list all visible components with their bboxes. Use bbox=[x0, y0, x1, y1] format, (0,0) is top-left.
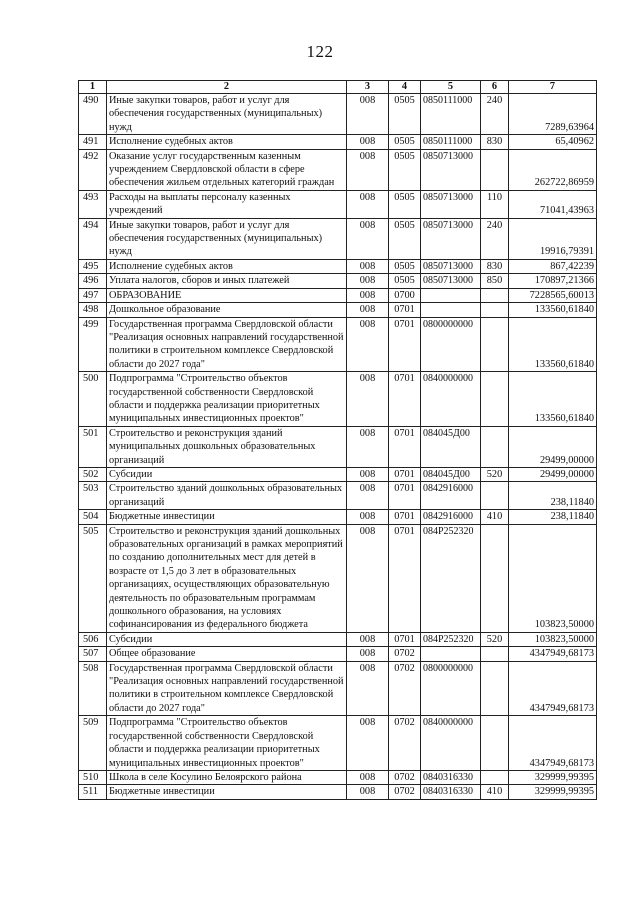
row-section: 0701 bbox=[389, 524, 421, 632]
row-number: 494 bbox=[79, 218, 107, 259]
row-amount: 71041,43963 bbox=[509, 190, 597, 218]
row-name: Государственная программа Свердловской области "Реализация основных направлений государственной политики в строительном комплексе Свердловской области до 2027 года" bbox=[107, 317, 347, 372]
row-target-code: 0850713000 bbox=[421, 259, 481, 273]
row-section: 0505 bbox=[389, 149, 421, 190]
row-expense-type bbox=[481, 716, 509, 771]
row-target-code: 0850111000 bbox=[421, 135, 481, 149]
row-number: 510 bbox=[79, 770, 107, 784]
row-expense-type: 410 bbox=[481, 785, 509, 799]
row-amount: 103823,50000 bbox=[509, 524, 597, 632]
row-code-3: 008 bbox=[347, 632, 389, 646]
row-section: 0702 bbox=[389, 647, 421, 661]
row-name: Строительство зданий дошкольных образовательных организаций bbox=[107, 482, 347, 510]
row-number: 509 bbox=[79, 716, 107, 771]
row-name: Подпрограмма "Строительство объектов государственной собственности Свердловской области и поддержка реализации приоритетных муниципальных инвестиционных проектов" bbox=[107, 716, 347, 771]
row-section: 0701 bbox=[389, 632, 421, 646]
row-section: 0505 bbox=[389, 218, 421, 259]
row-number: 492 bbox=[79, 149, 107, 190]
table-row bbox=[79, 317, 597, 372]
row-code-3: 008 bbox=[347, 288, 389, 302]
row-section: 0702 bbox=[389, 661, 421, 716]
row-code-3: 008 bbox=[347, 135, 389, 149]
row-section: 0700 bbox=[389, 288, 421, 302]
row-expense-type: 850 bbox=[481, 274, 509, 288]
row-target-code: 084P252320 bbox=[421, 524, 481, 632]
row-amount: 19916,79391 bbox=[509, 218, 597, 259]
row-name: Расходы на выплаты персоналу казенных учреждений bbox=[107, 190, 347, 218]
row-code-3: 008 bbox=[347, 372, 389, 427]
table-row bbox=[79, 190, 597, 218]
row-target-code: 0850111000 bbox=[421, 94, 481, 135]
row-target-code: 0842916000 bbox=[421, 510, 481, 524]
row-code-3: 008 bbox=[347, 426, 389, 467]
row-amount: 238,11840 bbox=[509, 482, 597, 510]
row-name: Исполнение судебных актов bbox=[107, 135, 347, 149]
table-row bbox=[79, 94, 597, 135]
row-amount: 4347949,68173 bbox=[509, 647, 597, 661]
row-target-code: 0850713000 bbox=[421, 218, 481, 259]
row-amount: 238,11840 bbox=[509, 510, 597, 524]
row-name: Дошкольное образование bbox=[107, 303, 347, 317]
row-number: 490 bbox=[79, 94, 107, 135]
row-number: 508 bbox=[79, 661, 107, 716]
row-target-code: 0840316330 bbox=[421, 770, 481, 784]
row-section: 0505 bbox=[389, 190, 421, 218]
row-target-code: 0800000000 bbox=[421, 661, 481, 716]
table-row bbox=[79, 510, 597, 524]
column-header: 5 bbox=[421, 81, 481, 94]
row-name: Государственная программа Свердловской области "Реализация основных направлений государственной политики в строительном комплексе Свердловской области до 2027 года" bbox=[107, 661, 347, 716]
table-row bbox=[79, 770, 597, 784]
row-target-code bbox=[421, 647, 481, 661]
row-amount: 133560,61840 bbox=[509, 303, 597, 317]
row-code-3: 008 bbox=[347, 317, 389, 372]
row-code-3: 008 bbox=[347, 259, 389, 273]
row-number: 504 bbox=[79, 510, 107, 524]
row-number: 499 bbox=[79, 317, 107, 372]
table-row bbox=[79, 632, 597, 646]
row-expense-type bbox=[481, 647, 509, 661]
row-number: 500 bbox=[79, 372, 107, 427]
row-expense-type bbox=[481, 288, 509, 302]
row-target-code: 0842916000 bbox=[421, 482, 481, 510]
row-expense-type bbox=[481, 426, 509, 467]
column-header: 7 bbox=[509, 81, 597, 94]
row-name: Бюджетные инвестиции bbox=[107, 785, 347, 799]
row-expense-type: 520 bbox=[481, 467, 509, 481]
table-row bbox=[79, 716, 597, 771]
row-number: 502 bbox=[79, 467, 107, 481]
row-expense-type bbox=[481, 303, 509, 317]
row-expense-type: 240 bbox=[481, 218, 509, 259]
row-code-3: 008 bbox=[347, 716, 389, 771]
row-name: Иные закупки товаров, работ и услуг для обеспечения государственных (муниципальных) нужд bbox=[107, 94, 347, 135]
table-row bbox=[79, 482, 597, 510]
row-code-3: 008 bbox=[347, 467, 389, 481]
row-code-3: 008 bbox=[347, 149, 389, 190]
row-name: Строительство и реконструкция зданий муниципальных дошкольных образовательных организаций bbox=[107, 426, 347, 467]
row-code-3: 008 bbox=[347, 218, 389, 259]
row-number: 507 bbox=[79, 647, 107, 661]
row-expense-type bbox=[481, 661, 509, 716]
row-expense-type: 830 bbox=[481, 259, 509, 273]
row-section: 0701 bbox=[389, 303, 421, 317]
row-name: Уплата налогов, сборов и иных платежей bbox=[107, 274, 347, 288]
row-target-code: 084045Д00 bbox=[421, 426, 481, 467]
row-expense-type: 110 bbox=[481, 190, 509, 218]
row-expense-type bbox=[481, 372, 509, 427]
row-code-3: 008 bbox=[347, 770, 389, 784]
table-row bbox=[79, 647, 597, 661]
row-amount: 170897,21366 bbox=[509, 274, 597, 288]
row-amount: 329999,99395 bbox=[509, 770, 597, 784]
row-section: 0701 bbox=[389, 510, 421, 524]
row-number: 505 bbox=[79, 524, 107, 632]
row-name: Исполнение судебных актов bbox=[107, 259, 347, 273]
row-section: 0505 bbox=[389, 259, 421, 273]
row-name: ОБРАЗОВАНИЕ bbox=[107, 288, 347, 302]
table-row bbox=[79, 218, 597, 259]
row-section: 0505 bbox=[389, 135, 421, 149]
column-header: 2 bbox=[107, 81, 347, 94]
row-target-code: 0840000000 bbox=[421, 716, 481, 771]
table-row bbox=[79, 303, 597, 317]
row-section: 0701 bbox=[389, 482, 421, 510]
table-row bbox=[79, 661, 597, 716]
column-header: 3 bbox=[347, 81, 389, 94]
row-number: 511 bbox=[79, 785, 107, 799]
row-amount: 7228565,60013 bbox=[509, 288, 597, 302]
row-section: 0702 bbox=[389, 770, 421, 784]
row-name: Субсидии bbox=[107, 632, 347, 646]
row-target-code: 0850713000 bbox=[421, 190, 481, 218]
row-code-3: 008 bbox=[347, 274, 389, 288]
row-amount: 7289,63964 bbox=[509, 94, 597, 135]
row-code-3: 008 bbox=[347, 482, 389, 510]
row-target-code: 0850713000 bbox=[421, 149, 481, 190]
row-name: Общее образование bbox=[107, 647, 347, 661]
row-amount: 133560,61840 bbox=[509, 372, 597, 427]
row-code-3: 008 bbox=[347, 785, 389, 799]
row-number: 497 bbox=[79, 288, 107, 302]
row-code-3: 008 bbox=[347, 647, 389, 661]
row-expense-type bbox=[481, 482, 509, 510]
row-target-code: 0840000000 bbox=[421, 372, 481, 427]
row-section: 0702 bbox=[389, 785, 421, 799]
row-name: Бюджетные инвестиции bbox=[107, 510, 347, 524]
row-amount: 133560,61840 bbox=[509, 317, 597, 372]
row-name: Оказание услуг государственным казенным учреждением Свердловской области в сфере обеспечения жильем отдельных категорий граждан bbox=[107, 149, 347, 190]
table-row bbox=[79, 259, 597, 273]
row-expense-type: 520 bbox=[481, 632, 509, 646]
table-row bbox=[79, 288, 597, 302]
row-number: 501 bbox=[79, 426, 107, 467]
row-expense-type: 830 bbox=[481, 135, 509, 149]
row-expense-type bbox=[481, 770, 509, 784]
page-number: 122 bbox=[306, 42, 334, 61]
row-number: 498 bbox=[79, 303, 107, 317]
row-amount: 29499,00000 bbox=[509, 467, 597, 481]
row-expense-type bbox=[481, 524, 509, 632]
row-target-code: 0840316330 bbox=[421, 785, 481, 799]
row-amount: 103823,50000 bbox=[509, 632, 597, 646]
row-name: Субсидии bbox=[107, 467, 347, 481]
row-code-3: 008 bbox=[347, 524, 389, 632]
row-expense-type: 410 bbox=[481, 510, 509, 524]
row-section: 0701 bbox=[389, 426, 421, 467]
row-code-3: 008 bbox=[347, 303, 389, 317]
column-header: 4 bbox=[389, 81, 421, 94]
row-amount: 4347949,68173 bbox=[509, 661, 597, 716]
row-expense-type: 240 bbox=[481, 94, 509, 135]
row-name: Школа в селе Косулино Белоярского района bbox=[107, 770, 347, 784]
table-row bbox=[79, 524, 597, 632]
table-row bbox=[79, 785, 597, 799]
row-section: 0701 bbox=[389, 467, 421, 481]
row-amount: 262722,86959 bbox=[509, 149, 597, 190]
row-number: 503 bbox=[79, 482, 107, 510]
budget-table bbox=[78, 80, 597, 800]
row-number: 496 bbox=[79, 274, 107, 288]
table-row bbox=[79, 274, 597, 288]
row-name: Строительство и реконструкция зданий дошкольных образовательных организаций в рамках мероприятий по созданию дополнительных мест для детей в возрасте от 1,5 до 3 лет в образовательных организациях, осуществляющих образовательную деятельность по образовательным программам дошкольного образования, на условиях софинансирования из федерального бюджета bbox=[107, 524, 347, 632]
row-name: Иные закупки товаров, работ и услуг для обеспечения государственных (муниципальных) нужд bbox=[107, 218, 347, 259]
row-section: 0701 bbox=[389, 317, 421, 372]
row-section: 0505 bbox=[389, 94, 421, 135]
row-section: 0701 bbox=[389, 372, 421, 427]
row-expense-type bbox=[481, 149, 509, 190]
row-amount: 867,42239 bbox=[509, 259, 597, 273]
table-row bbox=[79, 467, 597, 481]
table-row bbox=[79, 372, 597, 427]
row-target-code: 0850713000 bbox=[421, 274, 481, 288]
row-number: 506 bbox=[79, 632, 107, 646]
row-target-code: 084045Д00 bbox=[421, 467, 481, 481]
table-row bbox=[79, 149, 597, 190]
row-code-3: 008 bbox=[347, 94, 389, 135]
row-code-3: 008 bbox=[347, 661, 389, 716]
table-row bbox=[79, 135, 597, 149]
column-header: 6 bbox=[481, 81, 509, 94]
row-number: 493 bbox=[79, 190, 107, 218]
row-name: Подпрограмма "Строительство объектов государственной собственности Свердловской области и поддержка реализации приоритетных муниципальных инвестиционных проектов" bbox=[107, 372, 347, 427]
row-target-code bbox=[421, 303, 481, 317]
row-target-code: 0800000000 bbox=[421, 317, 481, 372]
header-row bbox=[79, 81, 597, 94]
row-amount: 29499,00000 bbox=[509, 426, 597, 467]
row-code-3: 008 bbox=[347, 190, 389, 218]
row-amount: 329999,99395 bbox=[509, 785, 597, 799]
row-number: 495 bbox=[79, 259, 107, 273]
row-target-code: 084P252320 bbox=[421, 632, 481, 646]
row-amount: 4347949,68173 bbox=[509, 716, 597, 771]
column-header: 1 bbox=[79, 81, 107, 94]
row-number: 491 bbox=[79, 135, 107, 149]
row-code-3: 008 bbox=[347, 510, 389, 524]
row-section: 0702 bbox=[389, 716, 421, 771]
row-expense-type bbox=[481, 317, 509, 372]
row-target-code bbox=[421, 288, 481, 302]
row-amount: 65,40962 bbox=[509, 135, 597, 149]
row-section: 0505 bbox=[389, 274, 421, 288]
table-row bbox=[79, 426, 597, 467]
